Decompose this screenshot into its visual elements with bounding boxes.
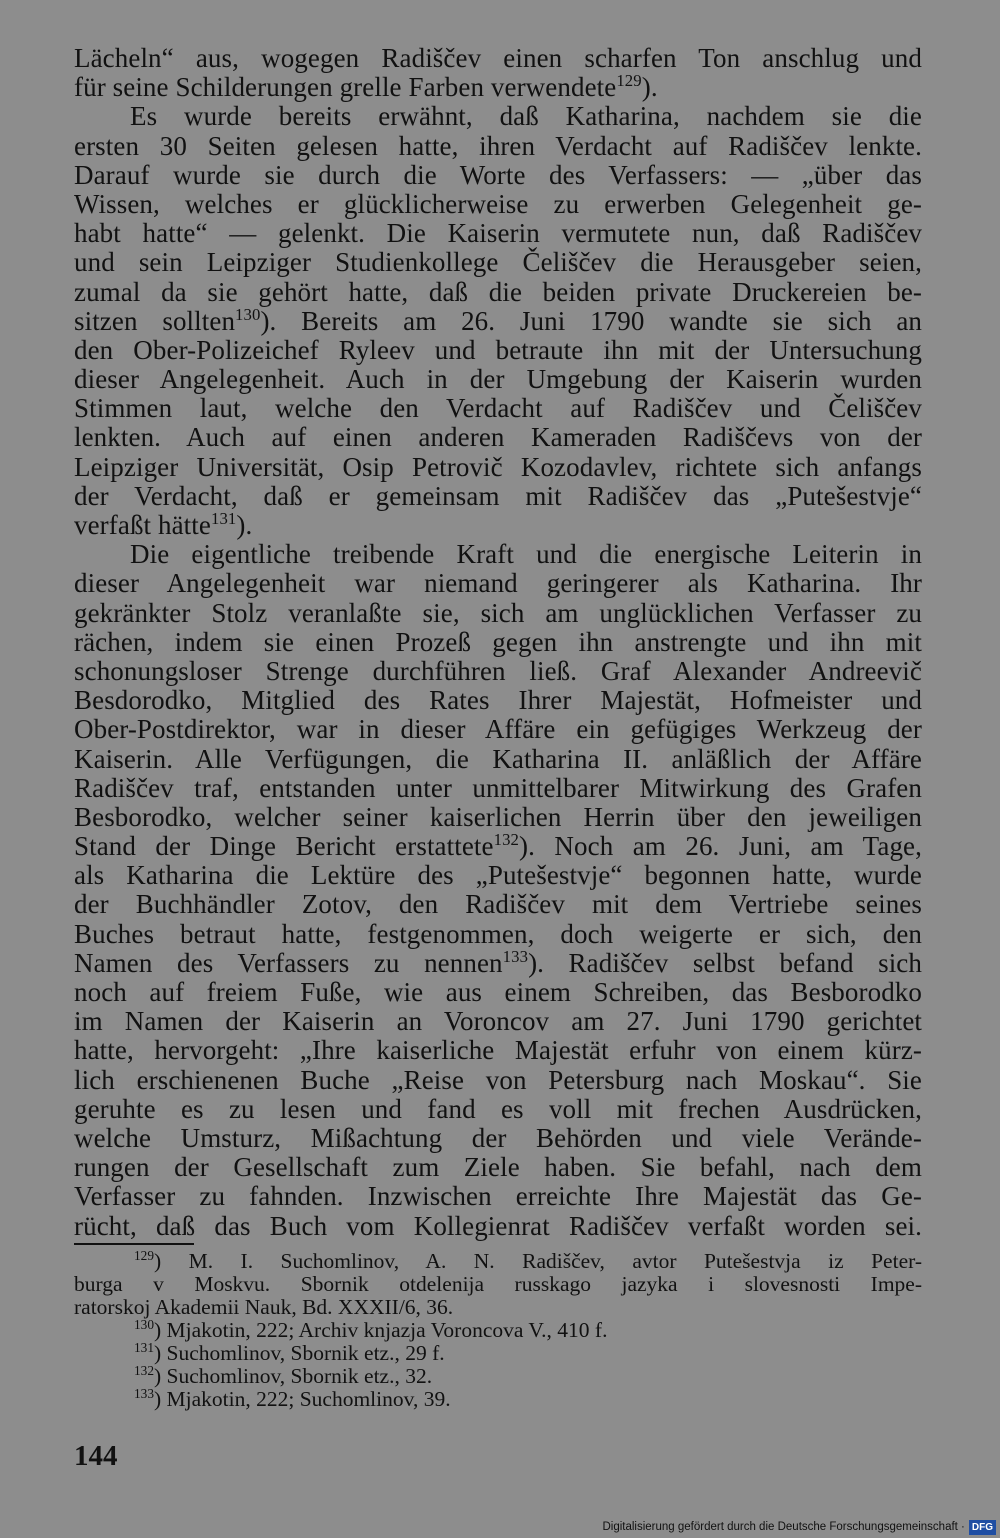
text-line bbox=[74, 219, 922, 248]
text-line-content: Stand der Dinge Bericht erstattete bbox=[74, 831, 494, 862]
text-line bbox=[74, 1153, 922, 1182]
text-line-content: Ober-Postdirektor, war in dieser Affäre ein gefügiges Werkzeug der bbox=[74, 714, 922, 745]
text-line-content: sitzen sollten bbox=[74, 305, 236, 336]
text-line bbox=[74, 1066, 922, 1095]
text-line bbox=[74, 336, 922, 365]
text-line bbox=[74, 482, 922, 511]
text-line-content: Es wurde bereits erwähnt, daß Katharina, nachdem sie die bbox=[130, 101, 922, 132]
footnote-ref: 130 bbox=[235, 304, 261, 324]
text-line-content: geruhte es zu lesen und fand es voll mit frechen Ausdrücken, bbox=[74, 1093, 922, 1124]
footnote-text: ) Mjakotin, 222; Archiv knjazja Voroncova V., 410 f. bbox=[154, 1318, 608, 1342]
footnote-mark: 129 bbox=[134, 1247, 154, 1263]
footnote-text: ratorskoj Akademii Nauk, Bd. XXXII/6, 36. bbox=[74, 1295, 454, 1319]
text-line-content: lich erschienenen Buche „Reise von Petersburg nach Moskau“. Sie bbox=[74, 1064, 922, 1095]
text-line bbox=[74, 394, 922, 423]
footnote-mark: 133 bbox=[134, 1385, 154, 1401]
text-line-content: der Verdacht, daß er gemeinsam mit Radiščev das „Putešestvje“ bbox=[74, 480, 922, 511]
text-line bbox=[74, 920, 922, 949]
footnote-line bbox=[74, 1316, 922, 1342]
text-line-content: Buches betraut hatte, festgenommen, doch weigerte er sich, den bbox=[74, 918, 922, 949]
text-line bbox=[74, 715, 922, 744]
text-line bbox=[74, 102, 922, 131]
text-line-content: Besborodko, welcher seiner kaiserlichen Herrin über den jeweiligen bbox=[74, 801, 922, 832]
text-line-tail: ). Noch am 26. Juni, am Tage, bbox=[519, 831, 922, 862]
dfg-logo: DFG bbox=[969, 1520, 996, 1535]
text-line bbox=[74, 1036, 922, 1065]
footnote-separator bbox=[74, 1243, 194, 1245]
text-line bbox=[74, 774, 922, 803]
text-line-content: dieser Angelegenheit. Auch in der Umgebung der Kaiserin wurden bbox=[74, 364, 922, 395]
body-text bbox=[74, 44, 922, 1241]
footnotes bbox=[74, 1247, 922, 1411]
text-line bbox=[74, 453, 922, 482]
text-line bbox=[74, 278, 922, 307]
text-line-content: für seine Schilderungen grelle Farben verwendete bbox=[74, 72, 617, 103]
text-line-content: Die eigentliche treibende Kraft und die energische Leiterin in bbox=[130, 539, 922, 570]
text-line bbox=[74, 190, 922, 219]
footnote-line bbox=[74, 1362, 922, 1388]
text-line-content: Stimmen laut, welche den Verdacht auf Radiščev und Čeliščev bbox=[74, 393, 922, 424]
text-line bbox=[74, 248, 922, 277]
footnote-ref: 129 bbox=[616, 71, 642, 91]
footnote-text: ) Suchomlinov, Sbornik etz., 32. bbox=[154, 1364, 433, 1388]
text-line-content: Kaiserin. Alle Verfügungen, die Katharina II. anläßlich der Affäre bbox=[74, 743, 922, 774]
text-line-content: der Buchhändler Zotov, den Radiščev mit dem Vertriebe seines bbox=[74, 889, 922, 920]
text-line bbox=[74, 1124, 922, 1153]
footnote-line bbox=[74, 1273, 922, 1296]
text-line-content: als Katharina die Lektüre des „Putešestvje“ begonnen hatte, wurde bbox=[74, 860, 922, 891]
footnote-mark: 132 bbox=[134, 1362, 154, 1378]
text-line-content: hatte, hervorgeht: „Ihre kaiserliche Majestät erfuhr von einem kürz- bbox=[74, 1035, 922, 1066]
text-line bbox=[74, 978, 922, 1007]
text-line-content: lenkten. Auch auf einen anderen Kameraden Radiščevs von der bbox=[74, 422, 922, 453]
text-line-tail: ). Bereits am 26. Juni 1790 wandte sie sich an bbox=[260, 305, 922, 336]
footnote-mark: 131 bbox=[134, 1339, 154, 1355]
credit-text: Digitalisierung gefördert durch die Deutsche Forschungsgemeinschaft · bbox=[602, 1521, 965, 1533]
text-line bbox=[74, 890, 922, 919]
text-line bbox=[74, 73, 922, 102]
text-line-content: Besdorodko, Mitglied des Rates Ihrer Majestät, Hofmeister und bbox=[74, 685, 922, 716]
footnote-line bbox=[74, 1247, 922, 1273]
text-line bbox=[74, 599, 922, 628]
text-line-content: Wissen, welches er glücklicherweise zu erwerben Gelegenheit ge- bbox=[74, 188, 922, 219]
text-line bbox=[74, 511, 922, 540]
text-line-tail: ). Radiščev selbst befand sich bbox=[528, 947, 922, 978]
text-line-content: verfaßt hätte bbox=[74, 510, 211, 540]
text-line bbox=[74, 946, 922, 978]
text-line-content: schonungsloser Strenge durchführen ließ. Graf Alexander Andreevič bbox=[74, 655, 922, 686]
text-line bbox=[74, 832, 922, 861]
footnote-line bbox=[74, 1385, 922, 1411]
text-line-tail: ). bbox=[641, 72, 658, 103]
text-line-tail: ). bbox=[236, 510, 253, 540]
text-line-content: noch auf freiem Fuße, wie aus einem Schreiben, das Besborodko bbox=[74, 977, 922, 1007]
footnote-ref: 133 bbox=[502, 946, 529, 966]
text-line-content: und sein Leipziger Studienkollege Čeliščev die Herausgeber seien, bbox=[74, 247, 922, 278]
text-line-content: welche Umsturz, Mißachtung der Behörden und viele Verände- bbox=[74, 1122, 922, 1153]
text-line bbox=[74, 745, 922, 774]
footnote-text: ) M. I. Suchomlinov, A. N. Radiščev, avtor Putešestvja iz Peter- bbox=[154, 1249, 922, 1273]
text-line bbox=[74, 1095, 922, 1124]
text-line bbox=[74, 861, 922, 890]
text-line-content: gekränkter Stolz veranlaßte sie, sich am unglücklichen Verfasser zu bbox=[74, 597, 922, 628]
footnote-text: burga v Moskvu. Sbornik otdelenija russkago jazyka i slovesnosti Impe- bbox=[74, 1272, 922, 1296]
text-line-content: zumal da sie gehört hatte, daß die beiden private Druckereien be- bbox=[74, 276, 922, 307]
text-line bbox=[74, 686, 922, 715]
footnote-text: ) Mjakotin, 222; Suchomlinov, 39. bbox=[154, 1387, 451, 1411]
text-line-content: Leipziger Universität, Osip Petrovič Kozodavlev, richtete sich anfangs bbox=[74, 451, 922, 482]
text-line-content: Lächeln“ aus, wogegen Radiščev einen scharfen Ton anschlug und bbox=[74, 43, 922, 73]
text-line bbox=[74, 540, 922, 569]
text-line bbox=[74, 44, 922, 73]
text-line-content: ersten 30 Seiten gelesen hatte, ihren Verdacht auf Radiščev lenkte. bbox=[74, 130, 922, 161]
text-line bbox=[74, 628, 922, 657]
text-line-content: rächen, indem sie einen Prozeß gegen ihn anstrengte und ihn mit bbox=[74, 626, 922, 657]
footnote-ref: 131 bbox=[210, 509, 237, 528]
text-line bbox=[74, 1007, 922, 1036]
text-line-content: Namen des Verfassers zu nennen bbox=[74, 947, 503, 978]
text-line-content: rungen der Gesellschaft zum Ziele haben. Sie befahl, nach dem bbox=[74, 1152, 922, 1183]
text-line bbox=[74, 423, 922, 452]
footnote-line bbox=[74, 1296, 922, 1319]
text-line-content: habt hatte“ — gelenkt. Die Kaiserin vermutete nun, daß Radiščev bbox=[74, 218, 922, 249]
footnote-line bbox=[74, 1339, 922, 1365]
footnote-ref: 132 bbox=[493, 830, 520, 850]
text-line-content: Verfasser zu fahnden. Inzwischen erreichte Ihre Majestät das Ge- bbox=[74, 1181, 922, 1212]
text-line-content: rücht, daß das Buch vom Kollegienrat Radiščev verfaßt worden sei. bbox=[74, 1210, 922, 1241]
footnote-mark: 130 bbox=[134, 1316, 154, 1332]
footnote-text: ) Suchomlinov, Sbornik etz., 29 f. bbox=[154, 1341, 445, 1365]
page-number: 144 bbox=[74, 1440, 118, 1472]
text-line bbox=[74, 1182, 922, 1211]
text-line bbox=[74, 365, 922, 394]
text-line bbox=[74, 304, 922, 336]
text-line bbox=[74, 161, 922, 190]
text-line bbox=[74, 132, 922, 161]
text-line-content: dieser Angelegenheit war niemand geringerer als Katharina. Ihr bbox=[74, 568, 922, 599]
text-line bbox=[74, 1212, 922, 1241]
digitization-credit bbox=[602, 1518, 996, 1536]
text-line-content: Radiščev traf, entstanden unter unmittelbarer Mitwirkung des Grafen bbox=[74, 772, 922, 803]
text-line bbox=[74, 657, 922, 686]
text-line-content: im Namen der Kaiserin an Voroncov am 27. Juni 1790 gerichtet bbox=[74, 1006, 922, 1037]
text-line bbox=[74, 803, 922, 832]
text-line-content: Darauf wurde sie durch die Worte des Verfassers: — „über das bbox=[74, 159, 922, 190]
text-line bbox=[74, 569, 922, 598]
text-line-content: den Ober-Polizeichef Ryleev und betraute ihn mit der Untersuchung bbox=[74, 334, 922, 365]
